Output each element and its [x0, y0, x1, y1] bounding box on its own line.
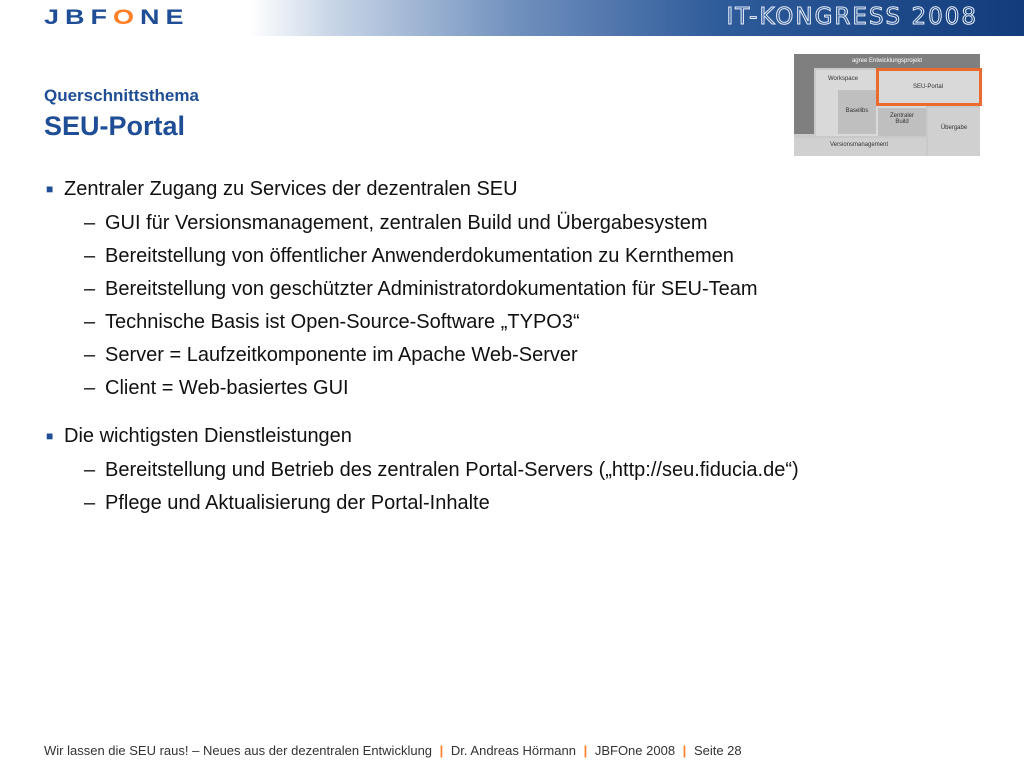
- dash-bullet-icon: –: [84, 377, 96, 399]
- diagram-workspace: Workspace: [816, 70, 926, 136]
- footer-separator: |: [583, 743, 588, 758]
- footer: [44, 743, 742, 758]
- diagram-seu-highlight: [876, 68, 982, 106]
- dash-bullet-icon: –: [84, 212, 96, 234]
- slide-title: SEU-Portal: [44, 111, 186, 141]
- footer-event: JBFOne 2008: [594, 743, 676, 758]
- sub-bullet-item: – Client = Web-basiertes GUI: [44, 372, 1004, 405]
- sub-bullet-item: – Technische Basis ist Open-Source-Software „TYPO3“: [44, 306, 1004, 339]
- footer-separator: |: [682, 743, 687, 758]
- diagram-versionsmanagement: Versionsmanagement: [794, 138, 926, 156]
- bullet-list: [44, 176, 1004, 520]
- bullet-item: ■ Die wichtigsten Dienstleistungen: [44, 423, 1004, 450]
- footer-page-number: Seite 28: [693, 743, 742, 758]
- dash-bullet-icon: –: [84, 278, 96, 300]
- sub-bullet-item: – Bereitstellung von geschützter Administratordokumentation für SEU-Team: [44, 273, 1004, 306]
- dash-bullet-icon: –: [84, 311, 96, 333]
- diagram-zentraler-label: Zentraler: [889, 113, 914, 119]
- slide-subtitle: Querschnittsthema: [44, 86, 199, 105]
- square-bullet-icon: ■: [46, 182, 54, 196]
- diagram-uebergabe: Übergabe: [928, 108, 980, 156]
- dash-bullet-icon: –: [84, 492, 96, 514]
- sub-bullet-item: – Bereitstellung von öffentlicher Anwenderdokumentation zu Kernthemen: [44, 240, 1004, 273]
- footer-talk-title: Wir lassen die SEU raus! – Neues aus der dezentralen Entwicklung: [44, 743, 433, 758]
- footer-separator: |: [439, 743, 444, 758]
- diagram-seu-portal: SEU-Portal: [876, 68, 980, 106]
- bullet-item: ■ Zentraler Zugang zu Services der dezentralen SEU: [44, 176, 1004, 203]
- dash-bullet-icon: –: [84, 245, 96, 267]
- square-bullet-icon: ■: [46, 429, 54, 443]
- sub-bullet-item: – Server = Laufzeitkomponente im Apache Web-Server: [44, 339, 1004, 372]
- sub-bullet-item: – GUI für Versionsmanagement, zentralen Build und Übergabesystem: [44, 207, 1004, 240]
- architecture-diagram: [794, 54, 980, 156]
- diagram-baselibs: Baselibs: [838, 90, 876, 134]
- diagram-build-label: Build: [895, 119, 909, 125]
- header-banner: [0, 0, 1024, 36]
- event-title: IT-KONGRESS 2008: [726, 4, 978, 30]
- sub-bullet-item: – Pflege und Aktualisierung der Portal-Inhalte: [44, 487, 1004, 520]
- diagram-left-bar: [794, 68, 814, 134]
- dash-bullet-icon: –: [84, 344, 96, 366]
- diagram-project-label: agree Entwicklungsprojekt: [794, 54, 980, 68]
- jbfone-logo: JBFONE: [44, 5, 190, 29]
- dash-bullet-icon: –: [84, 459, 96, 481]
- sub-bullet-item: – Bereitstellung und Betrieb des zentralen Portal-Servers („http://seu.fiducia.de“): [44, 454, 1004, 487]
- diagram-zentraler-build: [878, 108, 926, 136]
- footer-author: Dr. Andreas Hörmann: [450, 743, 576, 758]
